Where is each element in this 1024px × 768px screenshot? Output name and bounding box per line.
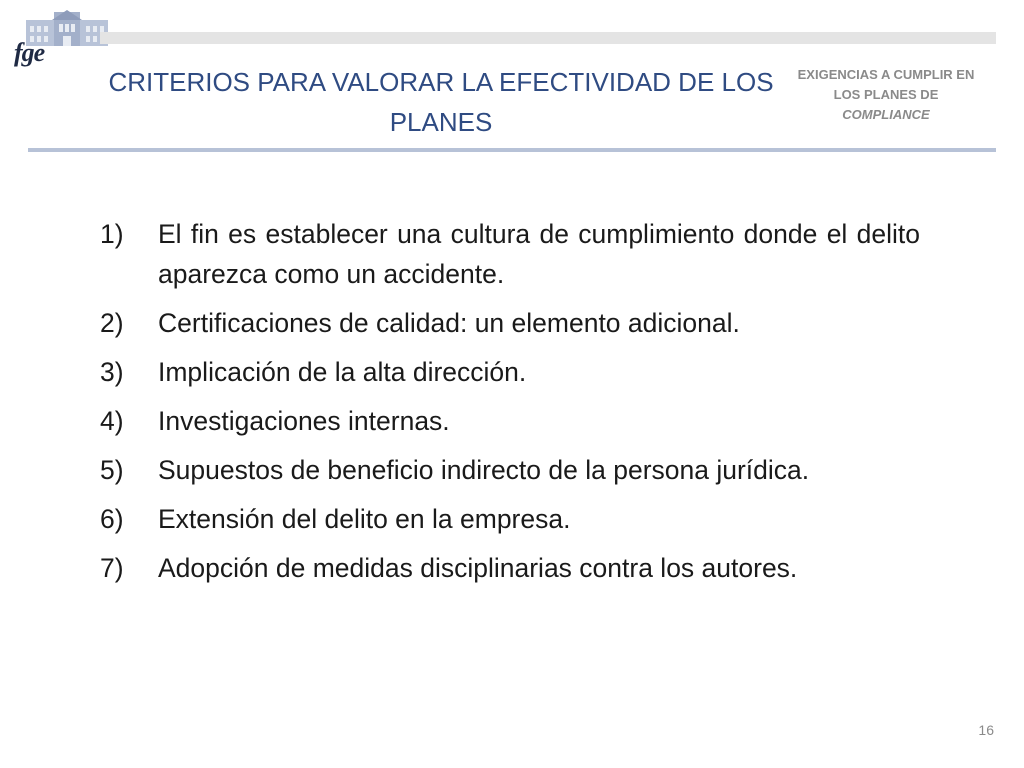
subtitle-line-1: EXIGENCIAS A CUMPLIR EN — [797, 67, 975, 82]
page-number: 16 — [978, 722, 994, 738]
header-bar — [100, 32, 996, 44]
slide-subtitle — [786, 65, 986, 125]
item-text: El fin es establecer una cultura de cumplimiento donde el delito aparezca como un accidente. — [158, 219, 920, 289]
item-number: 6) — [100, 504, 124, 534]
item-text: Investigaciones internas. — [158, 406, 450, 436]
item-text: Supuestos de beneficio indirecto de la persona jurídica. — [158, 455, 810, 485]
list-item — [100, 548, 920, 588]
list-item — [100, 214, 920, 294]
item-number: 7) — [100, 553, 124, 583]
list-item — [100, 499, 920, 539]
item-number: 2) — [100, 308, 124, 338]
item-number: 4) — [100, 406, 124, 436]
item-text: Extensión del delito en la empresa. — [158, 504, 571, 534]
list-item — [100, 303, 920, 343]
list-item — [100, 401, 920, 441]
subtitle-line-3: COMPLIANCE — [842, 107, 930, 122]
list-item — [100, 352, 920, 392]
list-item — [100, 450, 920, 490]
item-number: 1) — [100, 219, 124, 249]
item-number: 3) — [100, 357, 124, 387]
item-text: Adopción de medidas disciplinarias contra los autores. — [158, 553, 798, 583]
subtitle-line-2: LOS PLANES DE — [833, 87, 939, 102]
fge-logo — [14, 10, 98, 67]
criteria-list — [100, 214, 920, 597]
slide-title: CRITERIOS PARA VALORAR LA EFECTIVIDAD DE LOS PLANES — [108, 67, 774, 137]
item-text: Implicación de la alta dirección. — [158, 357, 527, 387]
item-number: 5) — [100, 455, 124, 485]
logo-text: fge — [14, 38, 45, 67]
item-text: Certificaciones de calidad: un elemento adicional. — [158, 308, 740, 338]
header-divider — [28, 148, 996, 152]
